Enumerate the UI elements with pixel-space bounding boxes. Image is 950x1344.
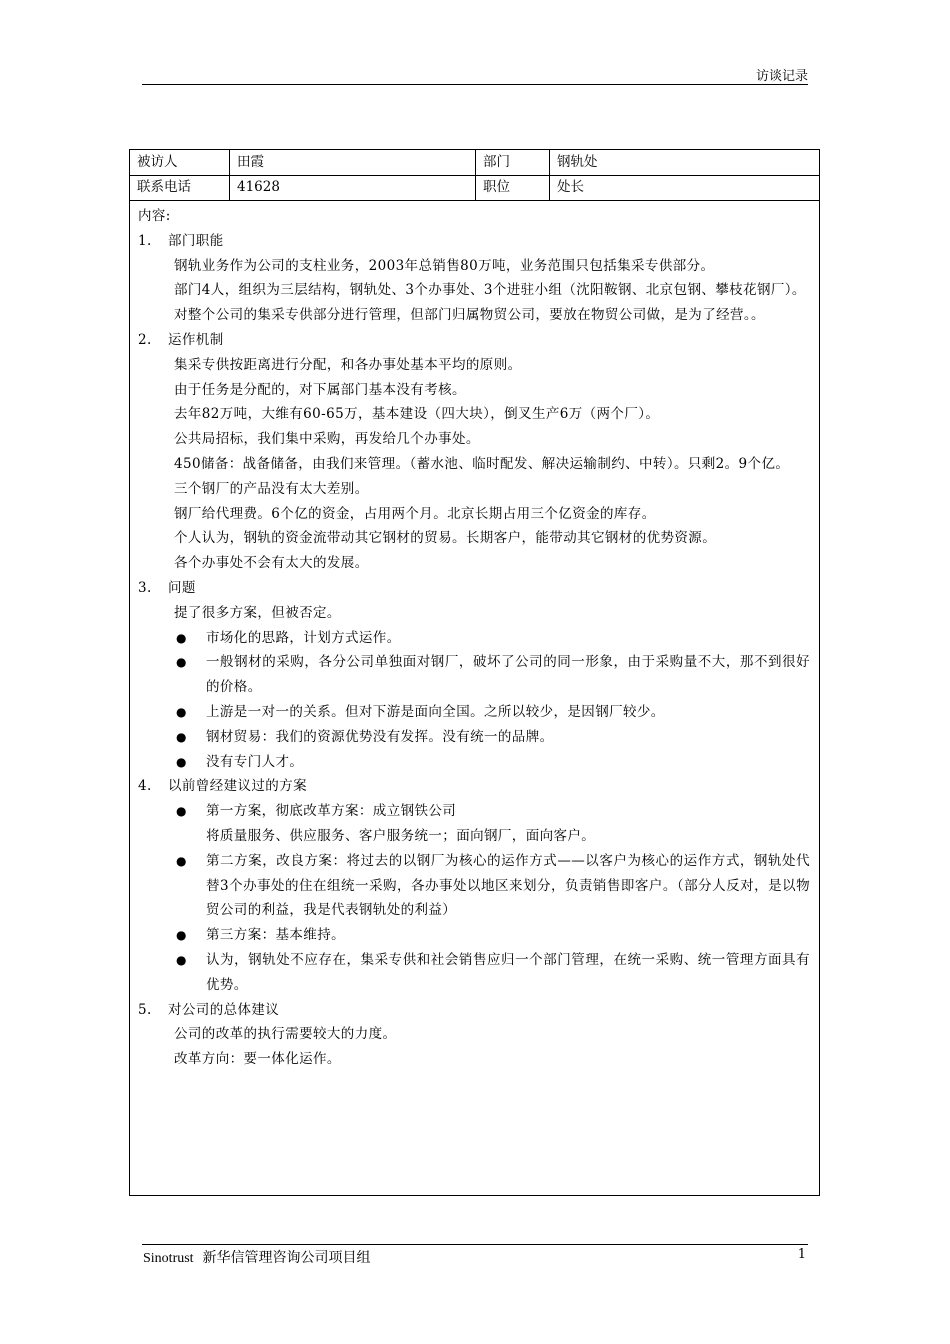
section-title: 以前曾经建议过的方案	[168, 778, 307, 795]
paragraph: 对整个公司的集采专供部分进行管理，但部门归属物贸公司，要放在物贸公司做，是为了经营。。	[174, 307, 765, 324]
interviewee-value: 田霞	[230, 150, 476, 175]
section-number: 5.	[138, 1001, 152, 1018]
section-heading	[138, 576, 810, 601]
paragraph: 450储备：战备储备，由我们来管理。（蓄水池、临时配发、解决运输制约、中转）。只剩2。9个亿。	[174, 455, 790, 472]
bullet-text: 钢材贸易：我们的资源优势没有发挥。没有统一的品牌。	[206, 728, 554, 745]
paragraph: 钢厂给代理费。6个亿的资金，占用两个月。北京长期占用三个亿资金的库存。	[174, 505, 656, 522]
phone-label: 联系电话	[130, 175, 230, 200]
interview-form	[129, 149, 820, 1196]
paragraph: 公司的改革的执行需要较大的力度。	[174, 1026, 397, 1043]
bullet-text: 第三方案：基本维持。	[206, 927, 345, 944]
bullet-text: 一般钢材的采购，各分公司单独面对钢厂，破坏了公司的同一形象，由于采购量不大，那不到很好的价格。	[206, 654, 810, 696]
paragraph: 集采专供按距离进行分配，和各办事处基本平均的原则。	[174, 356, 522, 373]
paragraph: 个人认为，钢轨的资金流带动其它钢材的贸易。长期客户，能带动其它钢材的优势资源。	[174, 530, 717, 547]
paragraph: 钢轨业务作为公司的支柱业务，2003年总销售80万吨，业务范围只包括集采专供部分。	[174, 257, 715, 274]
bullet-text: 市场化的思路，计划方式运作。	[206, 629, 401, 646]
paragraph: 三个钢厂的产品没有太大差别。	[174, 480, 369, 497]
section-heading	[138, 328, 810, 353]
paragraph: 公共局招标，我们集中采购，再发给几个办事处。	[174, 431, 480, 448]
section-title: 运作机制	[168, 331, 224, 348]
section-number: 1.	[138, 232, 152, 249]
section-title: 对公司的总体建议	[168, 1001, 280, 1018]
bullet-item	[138, 700, 810, 725]
section-title: 问题	[168, 579, 196, 596]
bullet-item	[138, 750, 810, 775]
paragraph: 提了很多方案，但被否定。	[174, 604, 341, 621]
interviewee-label: 被访人	[130, 150, 230, 175]
section-heading	[138, 229, 810, 254]
bullet-item	[138, 799, 810, 824]
content-label: 内容:	[138, 208, 171, 224]
department-label: 部门	[476, 150, 550, 175]
page-number: 1	[797, 1247, 806, 1262]
bullet-icon: ●	[176, 729, 187, 744]
content-section	[130, 201, 819, 1195]
form-row-2	[130, 175, 819, 201]
bullet-text: 第一方案，彻底改革方案：成立钢铁公司	[206, 803, 457, 820]
bullet-item	[138, 849, 810, 923]
bullet-icon: ●	[176, 754, 187, 769]
bullet-text: 认为，钢轨处不应存在，集采专供和社会销售应归一个部门管理，在统一采购、统一管理方面具有优势。	[206, 951, 810, 993]
footer-brand: Sinotrust	[143, 1251, 194, 1266]
position-label: 职位	[476, 175, 550, 200]
form-row-1	[130, 150, 819, 176]
bullet-icon: ●	[176, 630, 187, 645]
section-number: 3.	[138, 579, 152, 596]
bullet-text: 上游是一对一的关系。但对下游是面向全国。之所以较少，是因钢厂较少。	[206, 703, 665, 720]
bullet-icon: ●	[176, 704, 187, 719]
header-label: 访谈记录	[755, 69, 808, 84]
bullet-item	[138, 626, 810, 651]
footer-company-name: 新华信管理咨询公司项目组	[202, 1250, 371, 1266]
bullet-text: 没有专门人才。	[206, 753, 304, 770]
footer-company	[143, 1247, 370, 1267]
bullet-item	[138, 948, 810, 998]
paragraph: 由于任务是分配的，对下属部门基本没有考核。	[174, 381, 466, 398]
section-heading	[138, 774, 810, 799]
header-rule	[142, 84, 808, 85]
bullet-icon: ●	[176, 928, 187, 943]
footer-rule	[142, 1244, 808, 1245]
bullet-icon: ●	[176, 853, 187, 868]
bullet-icon: ●	[176, 655, 187, 670]
section-number: 2.	[138, 331, 152, 348]
bullet-item	[138, 650, 810, 700]
paragraph: 部门4人，组织为三层结构，钢轨处、3个办事处、3个进驻小组（沈阳鞍钢、北京包钢、攀枝花钢厂）。	[174, 282, 806, 299]
department-value: 钢轨处	[557, 154, 598, 170]
position-value: 处长	[557, 179, 584, 195]
bullet-continuation: 将质量服务、供应服务、客户服务统一；面向钢厂，面向客户。	[206, 827, 596, 844]
bullet-item	[138, 923, 810, 948]
bullet-icon: ●	[176, 952, 187, 967]
bullet-item	[138, 725, 810, 750]
phone-value: 41628	[230, 175, 476, 200]
paragraph: 改革方向：要一体化运作。	[174, 1051, 341, 1068]
section-heading	[138, 998, 810, 1023]
paragraph: 各个办事处不会有太大的发展。	[174, 555, 369, 572]
section-title: 部门职能	[168, 232, 224, 249]
section-number: 4.	[138, 778, 152, 795]
paragraph: 去年82万吨，大维有60-65万，基本建设（四大块），倒叉生产6万（两个厂）。	[174, 406, 660, 423]
bullet-text: 第二方案，改良方案：将过去的以钢厂为核心的运作方式——以客户为核心的运作方式，钢轨处代替3个办事处的住在组统一采购，各办事处以地区来划分，负责销售即客户。（部分人反对，是以物贸公司的利益，我是代表钢轨处的利益）	[206, 852, 810, 919]
bullet-icon: ●	[176, 804, 187, 819]
